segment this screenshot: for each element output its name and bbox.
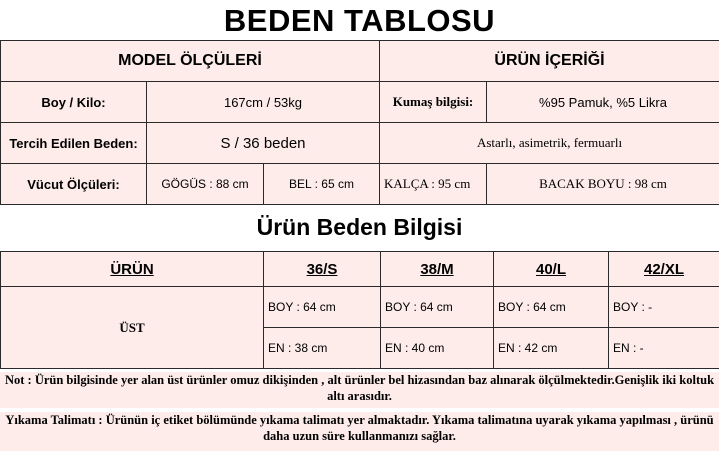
preferred-size-value: S / 36 beden xyxy=(147,123,380,164)
en-38m: EN : 40 cm xyxy=(381,328,494,369)
en-36s: EN : 38 cm xyxy=(264,328,381,369)
measurement-note: Not : Ürün bilgisinde yer alan üst ürünler omuz dikişinden , alt ürünler bel hizasından baz alınarak ölçülmektedir.Genişlik iki koltuk altı arasıdır. xyxy=(0,372,719,408)
washing-instructions: Yıkama Talimatı : Ürünün iç etiket bölümünde yıkama talimatı yer almaktadır. Yıkama talimatına uyarak yıkama yapılması , ürünü daha uzun süre kullanmanızı sağlar. xyxy=(0,412,719,451)
column-header-36s: 36/S xyxy=(264,252,381,287)
product-header: ÜRÜN İÇERİĞİ xyxy=(380,41,719,82)
body-measurements-label: Vücut Ölçüleri: xyxy=(1,164,147,205)
product-features: Astarlı, asimetrik, fermuarlı xyxy=(380,123,719,164)
height-weight-label: Boy / Kilo: xyxy=(1,82,147,123)
size-info-table xyxy=(0,251,719,369)
size-info-title: Ürün Beden Bilgisi xyxy=(256,213,463,240)
en-40l: EN : 42 cm xyxy=(494,328,609,369)
boy-38m: BOY : 64 cm xyxy=(381,287,494,328)
fabric-value: %95 Pamuk, %5 Likra xyxy=(487,82,719,123)
waist-measurement: BEL : 65 cm xyxy=(264,164,380,205)
model-and-product-table xyxy=(0,40,719,205)
height-weight-value: 167cm / 53kg xyxy=(147,82,380,123)
inseam-measurement: BACAK BOYU : 98 cm xyxy=(487,164,719,205)
hip-measurement: KALÇA : 95 cm xyxy=(380,164,487,205)
column-header-40l: 40/L xyxy=(494,252,609,287)
page-title: BEDEN TABLOSU xyxy=(223,2,496,38)
chest-measurement: GÖGÜS : 88 cm xyxy=(147,164,264,205)
boy-42xl: BOY : - xyxy=(609,287,719,328)
preferred-size-label: Tercih Edilen Beden: xyxy=(1,123,147,164)
row-label-ust: ÜST xyxy=(1,287,264,369)
model-header: MODEL ÖLÇÜLERİ xyxy=(1,41,380,82)
boy-40l: BOY : 64 cm xyxy=(494,287,609,328)
boy-36s: BOY : 64 cm xyxy=(264,287,381,328)
column-header-product: ÜRÜN xyxy=(1,252,264,287)
fabric-label: Kumaş bilgisi: xyxy=(380,82,487,123)
column-header-42xl: 42/XL xyxy=(609,252,719,287)
en-42xl: EN : - xyxy=(609,328,719,369)
column-header-38m: 38/M xyxy=(381,252,494,287)
